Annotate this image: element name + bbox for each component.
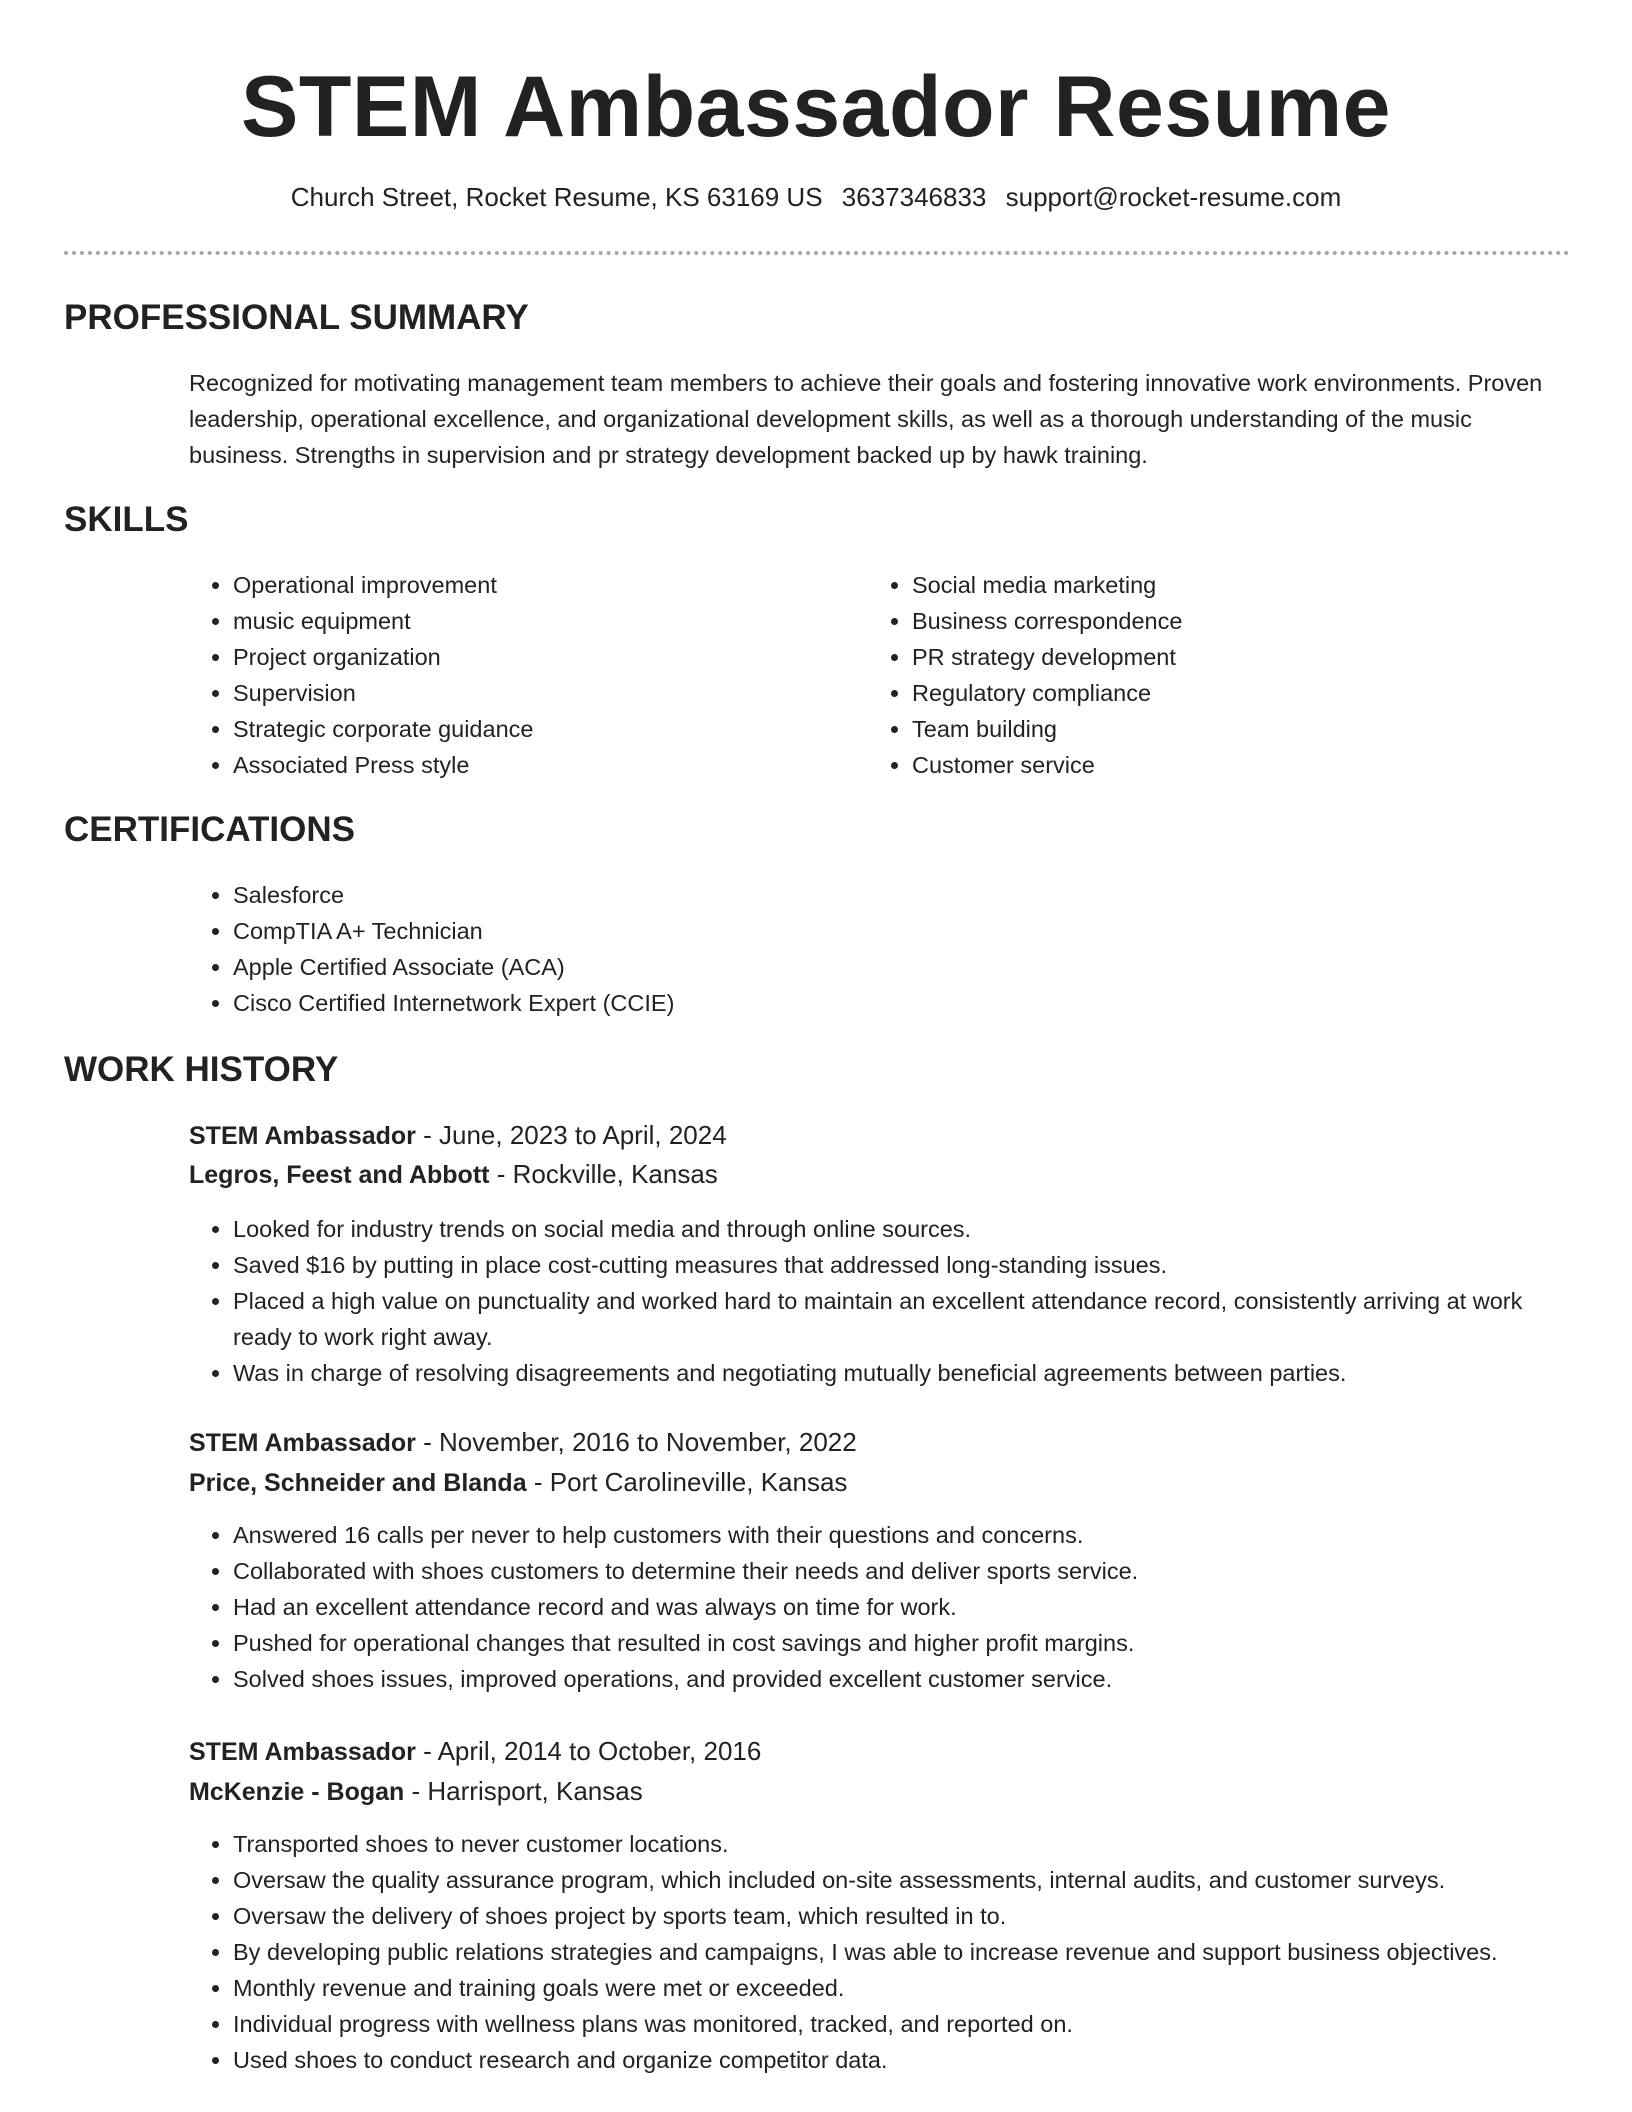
certification-item: • Cisco Certified Internetwork Expert (CCIE) <box>233 985 1569 1021</box>
skill-item: • Customer service <box>912 747 1508 783</box>
skill-item: • PR strategy development <box>912 639 1508 675</box>
job-bullet: • Solved shoes issues, improved operations, and provided excellent customer service. <box>233 1661 1574 1697</box>
skill-item: • music equipment <box>233 603 829 639</box>
job-bullets <box>189 1826 1574 2078</box>
job-dates: - April, 2014 to October, 2016 <box>415 1736 762 1766</box>
work-history-heading: WORK HISTORY <box>64 1050 339 1089</box>
job-role: STEM Ambassador <box>189 1738 416 1766</box>
job-dates: - November, 2016 to November, 2022 <box>415 1427 857 1457</box>
job-bullet: • Had an excellent attendance record and was always on time for work. <box>233 1589 1574 1625</box>
job-role: STEM Ambassador <box>189 1429 416 1457</box>
certification-item: • CompTIA A+ Technician <box>233 913 1569 949</box>
skill-item: • Regulatory compliance <box>912 675 1508 711</box>
job-location: - Rockville, Kansas <box>489 1159 718 1189</box>
certifications-list <box>189 877 1569 1021</box>
summary-heading: PROFESSIONAL SUMMARY <box>64 298 529 337</box>
skill-item: • Supervision <box>233 675 829 711</box>
skill-item: • Business correspondence <box>912 603 1508 639</box>
job-bullet: • Placed a high value on punctuality and worked hard to maintain an excellent attendance record, consistently arriving at work ready to work right away. <box>233 1283 1574 1355</box>
job-bullet: • By developing public relations strategies and campaigns, I was able to increase revenue and support business objectives. <box>233 1934 1574 1970</box>
certification-item: • Apple Certified Associate (ACA) <box>233 949 1569 985</box>
job-bullet: • Was in charge of resolving disagreements and negotiating mutually beneficial agreements between parties. <box>233 1355 1574 1391</box>
job-company: Legros, Feest and Abbott <box>189 1161 490 1189</box>
job-bullet: • Pushed for operational changes that resulted in cost savings and higher profit margins. <box>233 1625 1574 1661</box>
skill-item: • Project organization <box>233 639 829 675</box>
contact-phone: 3637346833 <box>841 182 987 212</box>
job-title-line <box>189 1427 857 1458</box>
skill-item: • Associated Press style <box>233 747 829 783</box>
job-bullets <box>189 1517 1574 1697</box>
summary-text: Recognized for motivating management team members to achieve their goals and fostering innovative work environments. Proven leadership, operational excellence, and organizational development skills, as well as a thorough understanding of the music business. Strengths in supervision and pr strategy development backed up by hawk training. <box>189 370 1543 468</box>
job-title-line <box>189 1120 727 1151</box>
contact-line <box>0 182 1632 213</box>
job-title-line <box>189 1736 761 1767</box>
job-bullet: • Oversaw the delivery of shoes project by sports team, which resulted in to. <box>233 1898 1574 1934</box>
job-bullet: • Individual progress with wellness plans was monitored, tracked, and reported on. <box>233 2006 1574 2042</box>
job-bullet: • Answered 16 calls per never to help customers with their questions and concerns. <box>233 1517 1574 1553</box>
skill-item: • Social media marketing <box>912 567 1508 603</box>
skills-list-left <box>189 567 829 783</box>
resume-title: STEM Ambassador Resume <box>240 59 1392 155</box>
job-company: Price, Schneider and Blanda <box>189 1469 527 1497</box>
job-location: - Port Carolineville, Kansas <box>526 1467 848 1497</box>
job-bullet: • Monthly revenue and training goals were met or exceeded. <box>233 1970 1574 2006</box>
certification-item: • Salesforce <box>233 877 1569 913</box>
job-bullet: • Oversaw the quality assurance program, which included on-site assessments, internal audits, and customer surveys. <box>233 1862 1574 1898</box>
contact-email: support@rocket-resume.com <box>1005 182 1342 212</box>
job-company-line <box>189 1776 643 1807</box>
contact-address: Church Street, Rocket Resume, KS 63169 US <box>290 182 823 212</box>
skills-heading: SKILLS <box>64 500 189 539</box>
skill-item: • Operational improvement <box>233 567 829 603</box>
job-company-line <box>189 1467 847 1498</box>
skill-item: • Strategic corporate guidance <box>233 711 829 747</box>
job-bullet: • Transported shoes to never customer locations. <box>233 1826 1574 1862</box>
job-location: - Harrisport, Kansas <box>404 1776 643 1806</box>
job-bullet: • Saved $16 by putting in place cost-cutting measures that addressed long-standing issues. <box>233 1247 1574 1283</box>
job-company-line <box>189 1159 718 1190</box>
skills-list-right <box>868 567 1508 783</box>
job-company: McKenzie - Bogan <box>189 1778 405 1806</box>
job-bullet: • Looked for industry trends on social media and through online sources. <box>233 1211 1574 1247</box>
header-divider <box>64 251 1570 255</box>
job-bullet: • Collaborated with shoes customers to determine their needs and deliver sports service. <box>233 1553 1574 1589</box>
job-dates: - June, 2023 to April, 2024 <box>415 1120 727 1150</box>
job-bullet: • Used shoes to conduct research and organize competitor data. <box>233 2042 1574 2078</box>
job-bullets <box>189 1211 1574 1391</box>
job-role: STEM Ambassador <box>189 1122 416 1150</box>
certifications-heading: CERTIFICATIONS <box>64 810 356 849</box>
skill-item: • Team building <box>912 711 1508 747</box>
